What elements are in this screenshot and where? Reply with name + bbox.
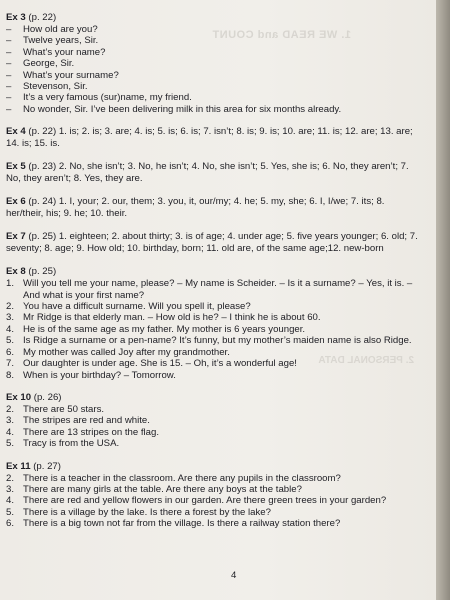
item-text: There are many girls at the table. Are there any boys at the table? <box>23 483 302 495</box>
item-text: How old are you? <box>23 24 98 35</box>
item-text: Is Ridge a surname or a pen-name? It’s funny, but my mother’s maiden name is also Ridge. <box>23 335 412 347</box>
list-item <box>6 312 424 323</box>
list-item <box>6 324 424 335</box>
page-reference: (p. 24) <box>28 196 57 208</box>
item-marker: 5. <box>6 438 15 450</box>
list-item <box>6 370 424 381</box>
item-text: There are red and yellow flowers in our garden. Are there green trees in your garden? <box>23 495 387 507</box>
dialog-line <box>6 58 424 69</box>
item-marker: 4. <box>6 323 15 335</box>
dialog-line <box>6 47 424 58</box>
item-text: There are 13 stripes on the flag. <box>23 426 159 438</box>
list-item <box>6 507 424 518</box>
page-reference: (p. 22) <box>28 126 57 138</box>
item-text: He is of the same age as my father. My mother is 6 years younger. <box>23 323 306 335</box>
dialog-line <box>6 104 424 115</box>
list-item <box>6 473 424 484</box>
list-item <box>6 278 424 301</box>
list-item <box>6 404 424 415</box>
list-item <box>6 518 424 529</box>
answer-text: 1. eighteen; 2. about thirty; 3. is of age; 4. under age; 5. five years younger; 6. old; 7. seventy; 8. age; 9. How old; 10. birthday, born; 11. old are, of the same age;12. new-born <box>6 231 418 255</box>
item-marker: 5. <box>6 506 15 518</box>
item-marker: 3. <box>6 415 15 427</box>
item-marker: 4. <box>6 495 15 507</box>
item-text: My mother was called Joy after my grandmother. <box>23 346 230 358</box>
item-text: Mr Ridge is that elderly man. – How old is he? – I think he is about 60. <box>23 312 321 324</box>
item-text: Stevenson, Sir. <box>23 81 88 93</box>
exercise-number: Ex 7 <box>6 231 26 243</box>
item-text: There is a village by the lake. Is there a forest by the lake? <box>23 506 271 518</box>
exercise-heading <box>6 461 424 473</box>
item-text: Tracy is from the USA. <box>23 438 120 450</box>
item-marker: – <box>6 46 12 58</box>
item-text: Twelve years, Sir. <box>23 35 99 47</box>
exercise-ex11 <box>6 461 424 530</box>
item-marker: 6. <box>6 518 15 530</box>
item-marker: 2. <box>6 403 15 415</box>
list-item <box>6 484 424 495</box>
exercise-number: Ex 3 <box>6 12 26 23</box>
bleed-through-section: 2. PERSONAL DATA <box>318 355 414 366</box>
item-text: Our daughter is under age. She is 15. – Oh, it’s a wonderful age! <box>23 358 297 370</box>
item-text: When is your birthday? – Tomorrow. <box>23 369 176 381</box>
item-marker: – <box>6 58 12 70</box>
exercise-ex3 <box>6 12 424 115</box>
item-marker: 7. <box>6 358 15 370</box>
page-reference: (p. 26) <box>33 391 62 403</box>
item-marker: 5. <box>6 335 15 347</box>
exercise-heading <box>6 196 424 220</box>
item-marker: – <box>6 81 12 93</box>
exercise-ex8 <box>6 266 424 381</box>
exercise-number: Ex 6 <box>6 196 26 208</box>
item-text: No wonder, Sir. I’ve been delivering milk in this area for six months already. <box>23 103 342 115</box>
item-marker: 6. <box>6 346 15 358</box>
exercise-ex10 <box>6 392 424 450</box>
item-marker: – <box>6 24 12 35</box>
item-marker: 1. <box>6 278 15 290</box>
exercise-number: Ex 4 <box>6 126 26 138</box>
item-text: Will you tell me your name, please? – My name is Scheider. – Is it a surname? – Yes, it is. – And what is your first name? <box>23 278 413 301</box>
list-item <box>6 347 424 358</box>
item-marker: – <box>6 35 12 47</box>
page-reference: (p. 27) <box>33 460 61 472</box>
item-text: It’s a very famous (sur)name, my friend. <box>23 92 192 104</box>
item-marker: 3. <box>6 312 15 324</box>
exercise-heading <box>6 231 424 255</box>
dialog-line <box>6 35 424 46</box>
dialog-line <box>6 81 424 92</box>
list-item <box>6 358 424 369</box>
list-item <box>6 427 424 438</box>
item-marker: 2. <box>6 472 15 484</box>
list-item <box>6 438 424 449</box>
exercise-number: Ex 11 <box>6 460 31 472</box>
bleed-through-title: 1. WE READ and COUNT <box>212 29 351 41</box>
item-text: There is a teacher in the classroom. Are there any pupils in the classroom? <box>23 472 341 484</box>
answer-text: 1. I, your; 2. our, them; 3. you, it, our/my; 4. he; 5. my, she; 6. I, I/we; 7. its; 8. her/their, his; 9. he; 10. their. <box>6 196 385 220</box>
item-marker: 2. <box>6 301 15 313</box>
list-item <box>6 495 424 506</box>
exercise-heading <box>6 392 424 404</box>
exercise-heading <box>6 266 424 278</box>
page-reference: (p. 22) <box>28 12 57 23</box>
exercise-heading <box>6 12 424 24</box>
item-text: George, Sir. <box>23 58 75 70</box>
exercise-heading <box>6 126 424 150</box>
list-item <box>6 335 424 346</box>
book-edge <box>436 0 450 600</box>
exercise-number: Ex 8 <box>6 266 26 278</box>
page-reference: (p. 25) <box>28 266 57 278</box>
exercise-heading <box>6 161 424 185</box>
item-text: What’s your surname? <box>23 69 119 81</box>
exercise-ex6 <box>6 196 424 220</box>
item-text: There are 50 stars. <box>23 403 105 415</box>
item-marker: – <box>6 92 12 104</box>
item-text: You have a difficult surname. Will you spell it, please? <box>23 301 251 313</box>
page-reference: (p. 25) <box>28 231 57 243</box>
item-marker: 3. <box>6 483 15 495</box>
dialog-line <box>6 24 424 35</box>
item-marker: 8. <box>6 369 15 381</box>
item-marker: 4. <box>6 426 15 438</box>
page-number: 4 <box>231 570 237 581</box>
page-reference: (p. 23) <box>28 161 57 173</box>
answer-text: 2. No, she isn’t; 3. No, he isn’t; 4. No, she isn’t; 5. Yes, she is; 6. No, they aren’t; 7. No, they aren’t; 8. Yes, they are. <box>6 161 409 185</box>
list-item <box>6 301 424 312</box>
item-text: What’s your name? <box>23 46 106 58</box>
item-marker: – <box>6 103 12 115</box>
exercise-ex7 <box>6 231 424 255</box>
exercise-ex4 <box>6 126 424 150</box>
dialog-line <box>6 92 424 103</box>
item-text: The stripes are red and white. <box>23 415 150 427</box>
item-marker: – <box>6 69 12 81</box>
answer-text: 1. is; 2. is; 3. are; 4. is; 5. is; 6. is; 7. isn’t; 8. is; 9. is; 10. are; 11. is; 12. are; 13. are; 14. is; 15. is. <box>6 126 413 150</box>
item-text: There is a big town not far from the village. Is there a railway station there? <box>23 518 341 530</box>
exercise-ex5 <box>6 161 424 185</box>
list-item <box>6 415 424 426</box>
dialog-line <box>6 70 424 81</box>
answer-key <box>6 12 424 541</box>
exercise-number: Ex 5 <box>6 161 26 173</box>
exercise-number: Ex 10 <box>6 391 32 403</box>
